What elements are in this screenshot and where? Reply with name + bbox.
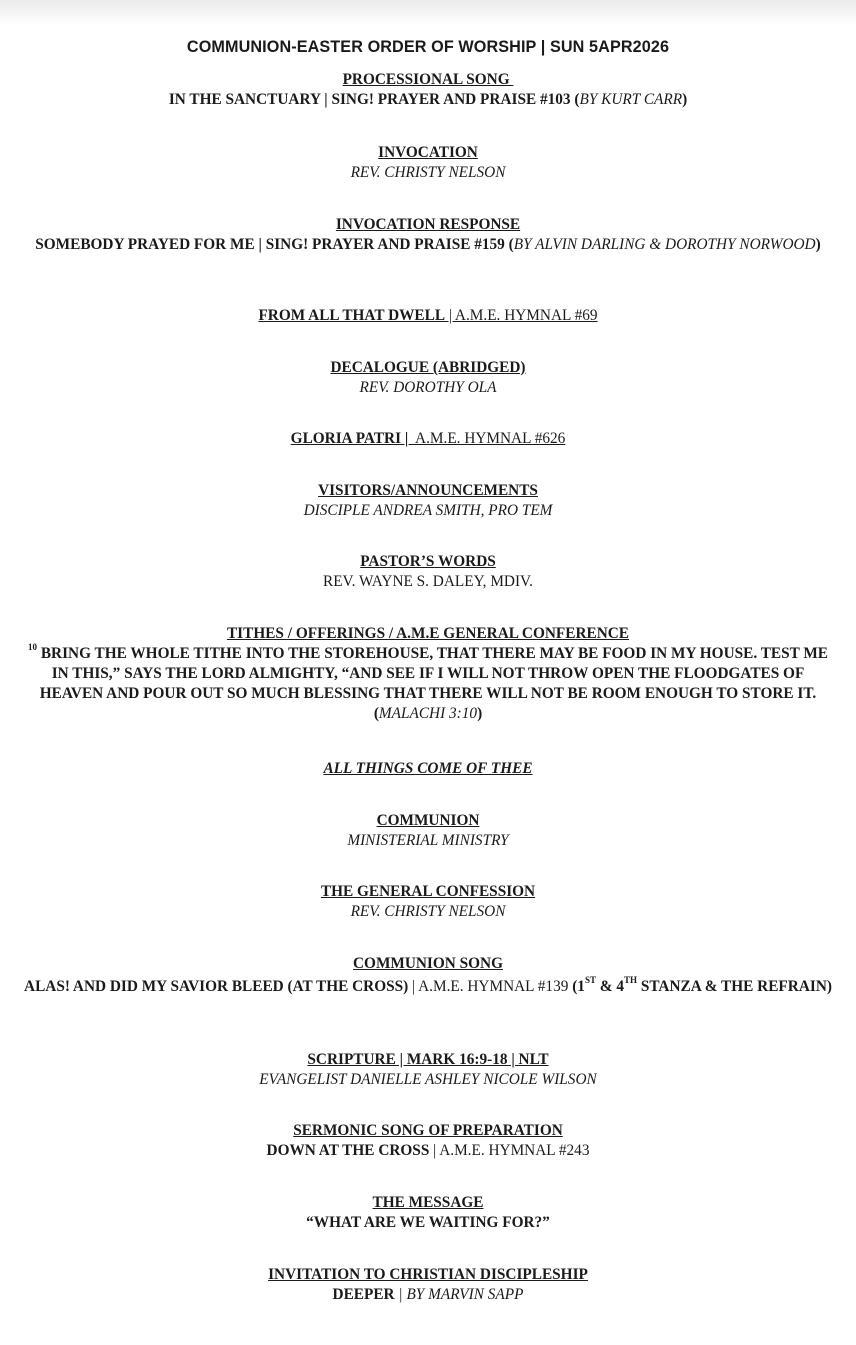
top-shadow [0, 0, 856, 26]
scripture-section [20, 1050, 836, 1090]
confession-heading: THE GENERAL CONFESSION [320, 883, 536, 900]
verse-reference: MALACHI 3:10 [378, 705, 478, 722]
from-all-title: FROM ALL THAT DWELL [258, 307, 446, 324]
all-things-heading: ALL THINGS COME OF THEE [323, 760, 533, 777]
pastor-section [20, 552, 836, 592]
processional-song: IN THE SANCTUARY | SING! PRAYER AND PRAISE #103 (BY KURT CARR) [168, 91, 688, 108]
tithes-verse: $^{10}$ BRING THE WHOLE TITHE INTO THE STOREHOUSE, THAT THERE MAY BE FOOD IN MY HOUSE. TEST ME IN THIS,” SAYS THE LORD ALMIGHTY, “AND SEE IF I WILL NOT THROW OPEN THE FLOODGATES OF HEAVEN AND POUR OUT SO MUCH BLESSING THAT THERE WILL NOT BE ROOM ENOUGH TO STORE IT. (MALACHI 3:10) [28, 642, 828, 722]
invitation-song: DEEPER | BY MARVIN SAPP [332, 1286, 524, 1303]
communion-heading: COMMUNION [376, 812, 480, 829]
invitation-heading: INVITATION TO CHRISTIAN DISCIPLESHIP [268, 1266, 588, 1283]
sermonic-song: DOWN AT THE CROSS | A.M.E. HYMNAL #243 [266, 1142, 590, 1159]
communion-section [20, 811, 836, 851]
invitation-section [20, 1265, 836, 1305]
sermonic-section [20, 1121, 836, 1161]
message-heading: THE MESSAGE [372, 1194, 484, 1211]
from-all-section [20, 306, 836, 326]
all-things-section [20, 759, 836, 779]
decalogue-person: REV. DOROTHY OLA [359, 379, 497, 396]
communion-song-heading: COMMUNION SONG [353, 955, 503, 972]
invocation-response-section [34, 215, 822, 255]
visitors-section [20, 481, 836, 521]
sermonic-heading: SERMONIC SONG OF PREPARATION [293, 1122, 563, 1139]
decalogue-heading: DECALOGUE (ABRIDGED) [330, 359, 526, 376]
invocation-person: REV. CHRISTY NELSON [350, 164, 506, 181]
communion-person: MINISTERIAL MINISTRY [347, 832, 509, 849]
confession-section [20, 882, 836, 922]
visitors-person: DISCIPLE ANDREA SMITH, PRO TEM [303, 502, 553, 519]
message-title: “WHAT ARE WE WAITING FOR?” [306, 1214, 550, 1231]
processional-section [20, 70, 836, 110]
confession-person: REV. CHRISTY NELSON [350, 903, 506, 920]
invocation-heading: INVOCATION [378, 144, 478, 161]
communion-song-line: ALAS! AND DID MY SAVIOR BLEED (AT THE CROSS) | A.M.E. HYMNAL #139 (1ST & 4TH STANZA & THE REFRAIN) [24, 975, 832, 995]
gloria-section [20, 429, 836, 449]
gloria-title: GLORIA PATRI | [290, 430, 413, 447]
document-title: COMMUNION-EASTER ORDER OF WORSHIP | SUN 5APR2026 [186, 38, 670, 56]
tithes-section [24, 624, 832, 724]
visitors-heading: VISITORS/ANNOUNCEMENTS [318, 482, 538, 499]
processional-heading: PROCESSIONAL SONG [342, 71, 514, 88]
tithes-heading: TITHES / OFFERINGS / A.M.E GENERAL CONFERENCE [226, 625, 630, 642]
invocation-section [20, 143, 836, 183]
pastor-heading: PASTOR’S WORDS [360, 553, 496, 570]
pastor-person: REV. WAYNE S. DALEY, MDIV. [323, 573, 533, 590]
verse-number: 10 [28, 642, 37, 652]
invocation-response-heading: INVOCATION RESPONSE [335, 216, 521, 233]
communion-song-section [20, 954, 836, 997]
message-section [20, 1193, 836, 1233]
invocation-response-song: SOMEBODY PRAYED FOR ME | SING! PRAYER AND PRAISE #159 (BY ALVIN DARLING & DOROTHY NORWOOD) [35, 236, 821, 253]
from-all-hymnal: | A.M.E. HYMNAL #69 [445, 307, 598, 324]
decalogue-section [20, 358, 836, 398]
gloria-hymnal: A.M.E. HYMNAL #626 [412, 430, 566, 447]
scripture-heading: SCRIPTURE | MARK 16:9-18 | NLT [307, 1051, 549, 1068]
scripture-person: EVANGELIST DANIELLE ASHLEY NICOLE WILSON [259, 1071, 597, 1088]
